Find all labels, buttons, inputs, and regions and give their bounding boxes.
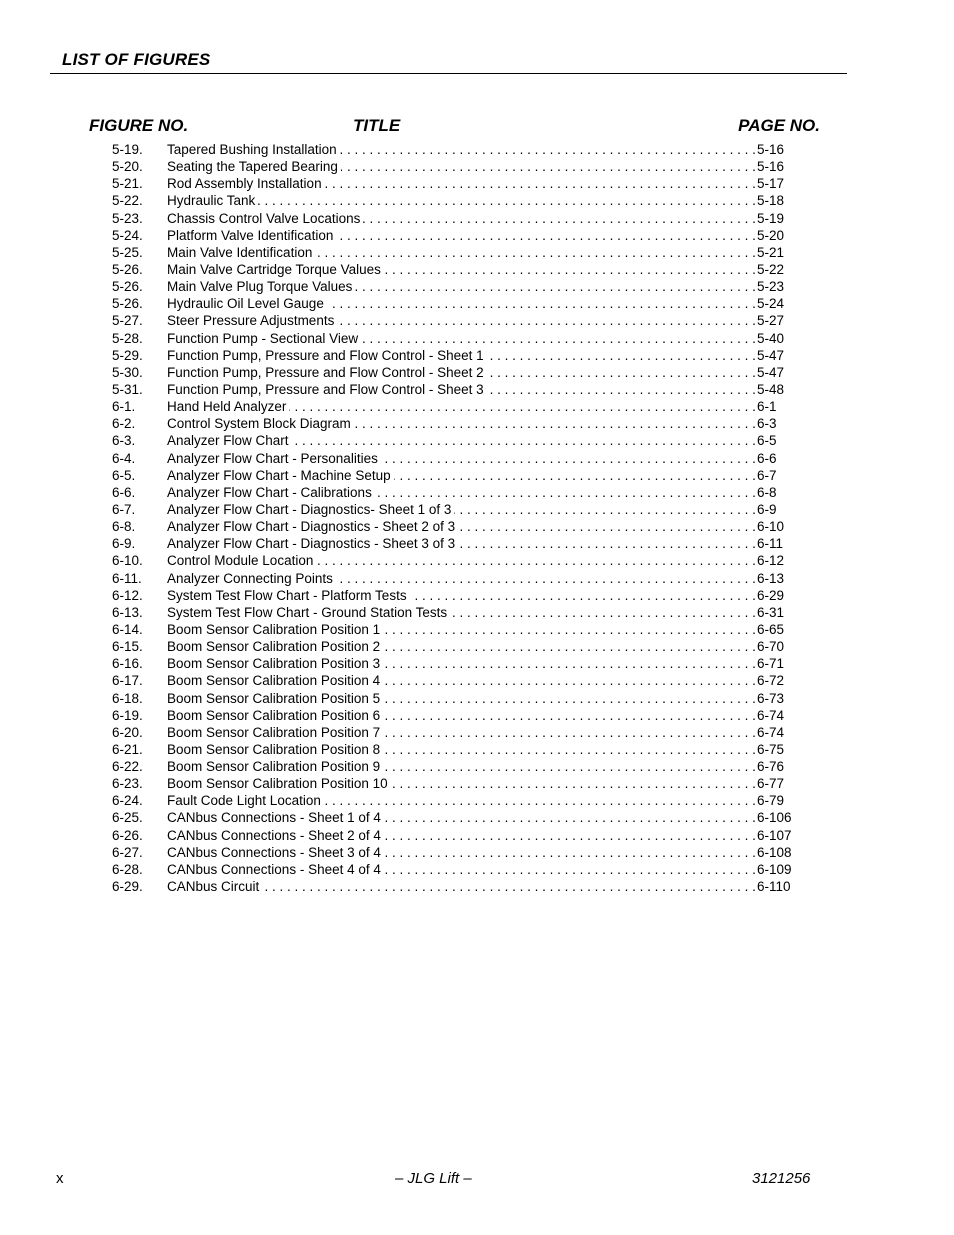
figure-number: 5-26. bbox=[112, 279, 143, 295]
figure-title-leader bbox=[167, 809, 757, 826]
footer-page-number: x bbox=[56, 1170, 64, 1187]
figure-title-leader bbox=[167, 261, 757, 278]
figure-title-leader bbox=[167, 672, 757, 689]
figure-number: 6-4. bbox=[112, 450, 136, 466]
column-header-page-no: PAGE NO. bbox=[738, 116, 820, 135]
list-item bbox=[112, 690, 812, 707]
header-divider bbox=[50, 73, 847, 74]
figure-number: 6-21. bbox=[112, 741, 143, 757]
page-number: 6-3 bbox=[757, 416, 777, 432]
list-item bbox=[112, 518, 812, 535]
figure-title-leader bbox=[167, 570, 757, 587]
page-number: 5-18 bbox=[757, 193, 785, 209]
page-number: 6-65 bbox=[757, 621, 785, 637]
figure-title: Boom Sensor Calibration Position 5 bbox=[167, 691, 383, 706]
list-item bbox=[112, 330, 812, 347]
list-item bbox=[112, 450, 812, 467]
figure-title: Seating the Tapered Bearing bbox=[167, 159, 341, 174]
footer-doc-number: 3121256 bbox=[752, 1170, 811, 1187]
page-number: 6-29 bbox=[757, 587, 785, 603]
figure-number: 5-21. bbox=[112, 176, 143, 192]
list-item bbox=[112, 707, 812, 724]
figure-number: 5-19. bbox=[112, 142, 143, 157]
figure-title-leader bbox=[167, 398, 757, 415]
figure-title: Hydraulic Tank bbox=[167, 193, 258, 208]
column-header-title: TITLE bbox=[353, 116, 401, 135]
page-number: 5-22 bbox=[757, 261, 785, 277]
figure-title: Analyzer Flow Chart - Machine Setup bbox=[167, 468, 394, 483]
figure-title: CANbus Connections - Sheet 4 of 4 bbox=[167, 862, 384, 877]
list-item bbox=[112, 347, 812, 364]
figure-title-leader bbox=[167, 467, 757, 484]
figure-number: 5-26. bbox=[112, 296, 143, 312]
page-number: 5-17 bbox=[757, 176, 785, 192]
figure-number: 6-23. bbox=[112, 776, 143, 792]
figure-title-leader bbox=[167, 518, 757, 535]
list-item bbox=[112, 724, 812, 741]
figure-number: 6-3. bbox=[112, 433, 136, 449]
figure-number: 6-1. bbox=[112, 399, 136, 415]
figure-number: 6-26. bbox=[112, 827, 143, 843]
figure-title: Chassis Control Valve Locations bbox=[167, 211, 363, 226]
figure-title: Analyzer Flow Chart - Diagnostics - Sheet 3 of 3 bbox=[167, 536, 458, 551]
figure-number: 5-23. bbox=[112, 210, 143, 226]
figure-number: 6-16. bbox=[112, 656, 143, 672]
figure-title-leader bbox=[167, 141, 757, 158]
page-number: 5-24 bbox=[757, 296, 785, 312]
list-item bbox=[112, 261, 812, 278]
figure-number: 6-10. bbox=[112, 553, 143, 569]
figure-title: Boom Sensor Calibration Position 1 bbox=[167, 622, 383, 637]
figure-title-leader bbox=[167, 347, 757, 364]
list-item bbox=[112, 604, 812, 621]
page-number: 6-7 bbox=[757, 467, 777, 483]
list-item bbox=[112, 278, 812, 295]
figure-number: 5-26. bbox=[112, 261, 143, 277]
figure-title-leader bbox=[167, 501, 757, 518]
page-number: 6-72 bbox=[757, 673, 785, 689]
figure-number: 6-19. bbox=[112, 707, 143, 723]
figure-title: Hand Held Analyzer bbox=[167, 399, 289, 414]
figure-title: Analyzer Flow Chart bbox=[167, 433, 292, 448]
figure-title-leader bbox=[167, 364, 757, 381]
list-item bbox=[112, 552, 812, 569]
figure-title-leader bbox=[167, 312, 757, 329]
figure-number: 6-11. bbox=[112, 570, 142, 586]
figure-title-leader bbox=[167, 775, 757, 792]
figure-title-leader bbox=[167, 878, 757, 895]
figure-title: Analyzer Flow Chart - Calibrations bbox=[167, 485, 375, 500]
list-item bbox=[112, 758, 812, 775]
figure-title-leader bbox=[167, 655, 757, 672]
figure-number: 6-5. bbox=[112, 467, 136, 483]
figure-title: Function Pump, Pressure and Flow Control - Sheet 3 bbox=[167, 382, 487, 397]
figure-title-leader bbox=[167, 175, 757, 192]
figure-number: 5-22. bbox=[112, 193, 143, 209]
figure-number: 6-17. bbox=[112, 673, 143, 689]
footer-brand: – JLG Lift – bbox=[395, 1170, 472, 1187]
figure-number: 6-9. bbox=[112, 536, 136, 552]
page-number: 6-74 bbox=[757, 724, 785, 740]
figure-title-leader bbox=[167, 278, 757, 295]
figure-title-leader bbox=[167, 244, 757, 261]
page-number: 6-76 bbox=[757, 759, 785, 775]
list-item bbox=[112, 878, 812, 895]
figure-number: 5-27. bbox=[112, 313, 143, 329]
figure-title: Main Valve Plug Torque Values bbox=[167, 279, 355, 294]
figure-title-leader bbox=[167, 192, 757, 209]
figure-title: Boom Sensor Calibration Position 7 bbox=[167, 725, 383, 740]
figure-number: 6-25. bbox=[112, 810, 143, 826]
page-title: LIST OF FIGURES bbox=[62, 50, 211, 69]
figure-number: 6-2. bbox=[112, 416, 136, 432]
page-number: 6-109 bbox=[757, 861, 792, 877]
figure-number: 6-8. bbox=[112, 519, 136, 535]
list-item bbox=[112, 792, 812, 809]
page-number: 5-16 bbox=[757, 159, 785, 175]
list-item bbox=[112, 655, 812, 672]
figure-number: 6-18. bbox=[112, 690, 143, 706]
page-number: 6-11 bbox=[757, 536, 784, 552]
figure-title: Main Valve Identification bbox=[167, 245, 315, 260]
figure-title-leader bbox=[167, 210, 757, 227]
figure-title-leader bbox=[167, 415, 757, 432]
figure-title: Boom Sensor Calibration Position 2 bbox=[167, 639, 383, 654]
page-number: 6-73 bbox=[757, 690, 785, 706]
figure-title: CANbus Circuit bbox=[167, 879, 262, 894]
figure-title: CANbus Connections - Sheet 2 of 4 bbox=[167, 828, 384, 843]
list-item bbox=[112, 141, 812, 158]
page-number: 6-1 bbox=[757, 399, 777, 415]
figure-title: Boom Sensor Calibration Position 3 bbox=[167, 656, 383, 671]
figure-number: 5-28. bbox=[112, 330, 143, 346]
page-number: 5-27 bbox=[757, 313, 785, 329]
list-item bbox=[112, 192, 812, 209]
figure-title: Analyzer Connecting Points bbox=[167, 571, 336, 586]
figure-title-leader bbox=[167, 621, 757, 638]
list-item bbox=[112, 809, 812, 826]
page-number: 5-16 bbox=[757, 142, 785, 157]
figure-number: 5-20. bbox=[112, 159, 143, 175]
figure-title-leader bbox=[167, 690, 757, 707]
page-number: 6-12 bbox=[757, 553, 785, 569]
figure-title: Boom Sensor Calibration Position 6 bbox=[167, 708, 383, 723]
list-item bbox=[112, 467, 812, 484]
figure-title: CANbus Connections - Sheet 3 of 4 bbox=[167, 845, 384, 860]
figure-title: CANbus Connections - Sheet 1 of 4 bbox=[167, 810, 384, 825]
page-number: 5-47 bbox=[757, 364, 785, 380]
figure-title-leader bbox=[167, 724, 757, 741]
figure-number: 6-7. bbox=[112, 501, 136, 517]
page-number: 6-77 bbox=[757, 776, 785, 792]
figure-title-leader bbox=[167, 484, 757, 501]
list-item bbox=[112, 501, 812, 518]
figure-number: 5-24. bbox=[112, 227, 143, 243]
figure-title-leader bbox=[167, 604, 757, 621]
page-number: 6-71 bbox=[757, 656, 785, 672]
figure-title: Hydraulic Oil Level Gauge bbox=[167, 296, 327, 311]
list-item bbox=[112, 227, 812, 244]
figure-title-leader bbox=[167, 827, 757, 844]
page-number: 6-70 bbox=[757, 639, 785, 655]
list-item bbox=[112, 741, 812, 758]
figure-title: Analyzer Flow Chart - Diagnostics - Sheet 2 of 3 bbox=[167, 519, 458, 534]
figure-title-leader bbox=[167, 535, 757, 552]
page-number: 6-74 bbox=[757, 707, 785, 723]
page-number: 6-6 bbox=[757, 450, 777, 466]
figure-title: Boom Sensor Calibration Position 4 bbox=[167, 673, 383, 688]
figure-title: Control Module Location bbox=[167, 553, 316, 568]
figure-number: 6-27. bbox=[112, 844, 143, 860]
figure-number: 6-28. bbox=[112, 861, 143, 877]
list-item bbox=[112, 672, 812, 689]
figure-title: Boom Sensor Calibration Position 10 bbox=[167, 776, 391, 791]
list-item bbox=[112, 432, 812, 449]
figure-number: 6-22. bbox=[112, 759, 143, 775]
page-number: 5-40 bbox=[757, 330, 785, 346]
figure-number: 5-31. bbox=[112, 381, 143, 397]
list-item bbox=[112, 861, 812, 878]
page-number: 6-10 bbox=[757, 519, 785, 535]
figure-title-leader bbox=[167, 638, 757, 655]
list-item bbox=[112, 398, 812, 415]
figure-number: 6-14. bbox=[112, 621, 143, 637]
figure-title: Function Pump - Sectional View bbox=[167, 331, 361, 346]
list-item bbox=[112, 484, 812, 501]
figure-title-leader bbox=[167, 381, 757, 398]
list-item bbox=[112, 175, 812, 192]
figure-title-leader bbox=[167, 861, 757, 878]
page-number: 6-5 bbox=[757, 433, 777, 449]
list-item bbox=[112, 587, 812, 604]
figure-title: Steer Pressure Adjustments bbox=[167, 313, 337, 328]
figure-title-leader bbox=[167, 227, 757, 244]
list-item bbox=[112, 827, 812, 844]
page-number: 6-13 bbox=[757, 570, 785, 586]
figure-number: 6-20. bbox=[112, 724, 143, 740]
figure-number: 6-29. bbox=[112, 879, 143, 895]
page-number: 5-19 bbox=[757, 210, 785, 226]
list-item bbox=[112, 312, 812, 329]
figure-title-leader bbox=[167, 295, 757, 312]
column-header-figure-no: FIGURE NO. bbox=[89, 116, 189, 135]
figure-title-leader bbox=[167, 552, 757, 569]
figure-title: Platform Valve Identification bbox=[167, 228, 336, 243]
figure-title: System Test Flow Chart - Platform Tests bbox=[167, 588, 410, 603]
page-number: 5-20 bbox=[757, 227, 785, 243]
figure-title-leader bbox=[167, 758, 757, 775]
figure-title: Fault Code Light Location bbox=[167, 793, 324, 808]
figure-title: Rod Assembly Installation bbox=[167, 176, 325, 191]
figure-title-leader bbox=[167, 844, 757, 861]
figure-title: Boom Sensor Calibration Position 9 bbox=[167, 759, 383, 774]
list-item bbox=[112, 158, 812, 175]
list-item bbox=[112, 844, 812, 861]
figure-title-leader bbox=[167, 707, 757, 724]
list-item bbox=[112, 621, 812, 638]
figure-number: 5-29. bbox=[112, 347, 143, 363]
figure-number: 5-25. bbox=[112, 244, 143, 260]
list-item bbox=[112, 244, 812, 261]
page-number: 6-106 bbox=[757, 810, 792, 826]
figure-title: Analyzer Flow Chart - Personalities bbox=[167, 451, 381, 466]
figure-title-leader bbox=[167, 587, 757, 604]
figure-title-leader bbox=[167, 432, 757, 449]
list-item bbox=[112, 415, 812, 432]
list-item bbox=[112, 535, 812, 552]
list-item bbox=[112, 381, 812, 398]
figure-title: Tapered Bushing Installation bbox=[167, 142, 340, 157]
page-number: 6-107 bbox=[757, 827, 792, 843]
page-number: 6-31 bbox=[757, 604, 785, 620]
figure-number: 6-12. bbox=[112, 587, 143, 603]
figure-number: 6-13. bbox=[112, 604, 143, 620]
list-item bbox=[112, 638, 812, 655]
list-item bbox=[112, 570, 812, 587]
figure-number: 6-6. bbox=[112, 484, 136, 500]
figure-list bbox=[112, 141, 812, 895]
page-number: 5-23 bbox=[757, 279, 785, 295]
figure-number: 6-24. bbox=[112, 793, 143, 809]
page-number: 6-108 bbox=[757, 844, 792, 860]
list-item bbox=[112, 210, 812, 227]
page-number: 6-75 bbox=[757, 741, 785, 757]
list-item bbox=[112, 775, 812, 792]
figure-title: Control System Block Diagram bbox=[167, 416, 354, 431]
figure-title: Function Pump, Pressure and Flow Control - Sheet 2 bbox=[167, 365, 487, 380]
figure-title-leader bbox=[167, 450, 757, 467]
figure-number: 6-15. bbox=[112, 639, 143, 655]
figure-title-leader bbox=[167, 741, 757, 758]
list-item bbox=[112, 295, 812, 312]
page-number: 6-79 bbox=[757, 793, 785, 809]
figure-title: Boom Sensor Calibration Position 8 bbox=[167, 742, 383, 757]
page-number: 6-8 bbox=[757, 484, 777, 500]
page-number: 6-9 bbox=[757, 501, 777, 517]
page-number: 5-48 bbox=[757, 381, 785, 397]
list-item bbox=[112, 364, 812, 381]
page-number: 6-110 bbox=[757, 879, 791, 895]
figure-title-leader bbox=[167, 330, 757, 347]
figure-title: Analyzer Flow Chart - Diagnostics- Sheet 1 of 3 bbox=[167, 502, 454, 517]
figure-title: Main Valve Cartridge Torque Values bbox=[167, 262, 384, 277]
figure-title: System Test Flow Chart - Ground Station Tests bbox=[167, 605, 450, 620]
figure-title-leader bbox=[167, 158, 757, 175]
page-number: 5-47 bbox=[757, 347, 785, 363]
page-number: 5-21 bbox=[757, 244, 785, 260]
figure-number: 5-30. bbox=[112, 364, 143, 380]
figure-title-leader bbox=[167, 792, 757, 809]
figure-title: Function Pump, Pressure and Flow Control - Sheet 1 bbox=[167, 348, 487, 363]
